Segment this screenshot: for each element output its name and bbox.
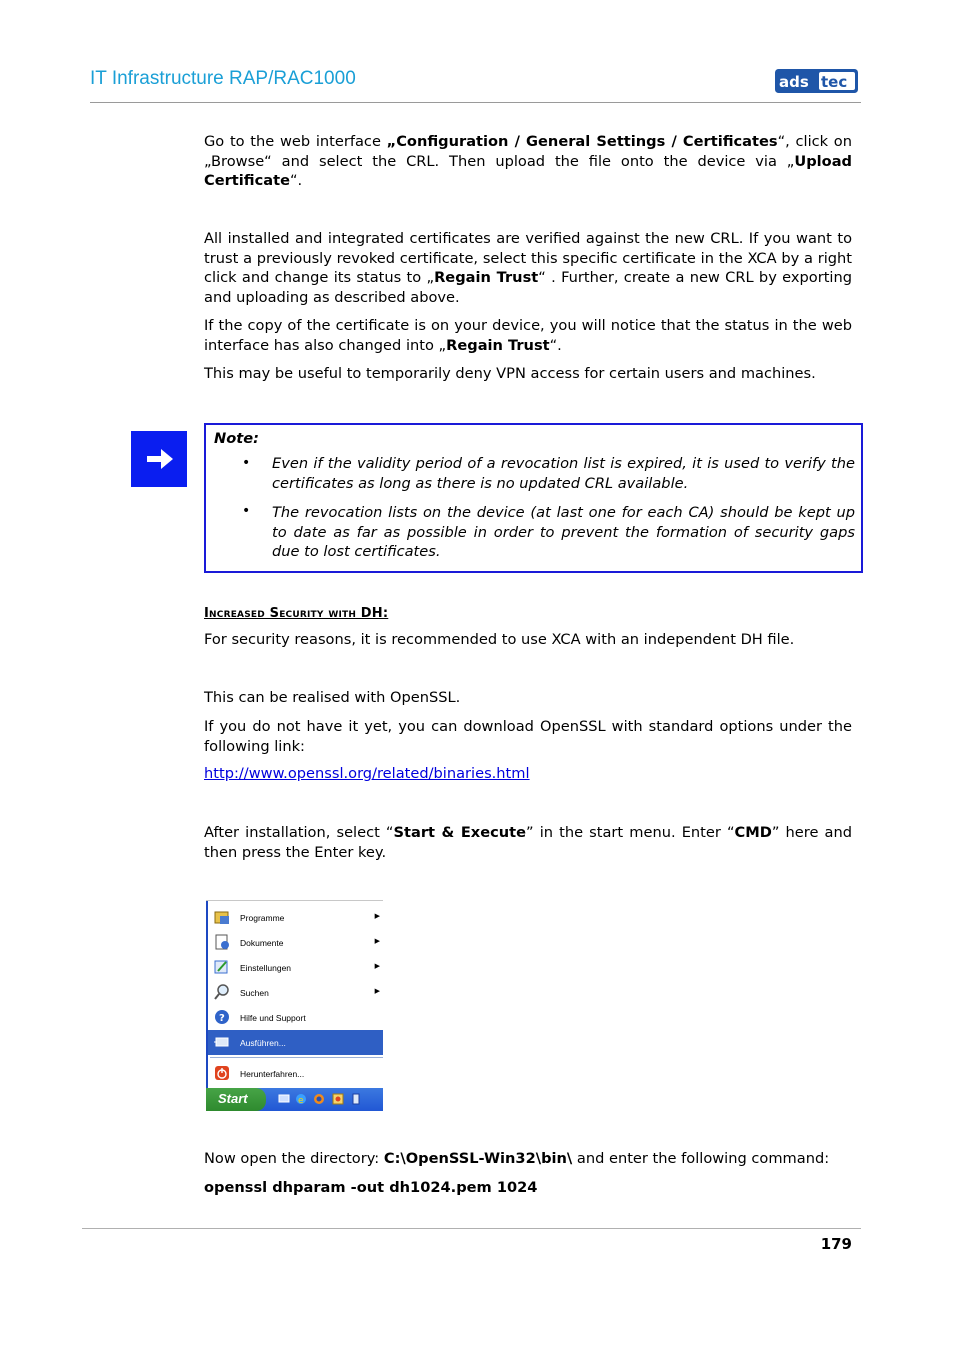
footer-rule bbox=[82, 1228, 861, 1229]
paragraph-open-directory: Now open the directory: C:\OpenSSL-Win32\bin\ and enter the following command: bbox=[204, 1150, 830, 1167]
bullet: • bbox=[242, 455, 251, 471]
firefox-icon[interactable] bbox=[313, 1093, 325, 1105]
menu-item-einstellungen[interactable]: Einstellungen ▶ bbox=[208, 955, 383, 980]
menu-item-programme[interactable]: Programme ▶ bbox=[208, 905, 383, 930]
ads-tec-logo bbox=[775, 69, 858, 93]
svg-text:ads: ads bbox=[779, 73, 809, 91]
paragraph-crl-verification: All installed and integrated certificates are verified against the new CRL. If you want to trust a previously revoked certificate, select this specific certificate in the XCA by a right click and change its status to „Regain Trust“ . Further, create a new CRL by exporting and uploading as described above. bbox=[204, 230, 852, 306]
paragraph-security-reasons: For security reasons, it is recommended to use XCA with an independent DH file. bbox=[204, 631, 795, 648]
bullet: • bbox=[242, 503, 251, 519]
note-item: Even if the validity period of a revocation list is expired, it is used to verify the certificates as long as there is no updated CRL available. bbox=[272, 455, 855, 492]
note-box bbox=[204, 423, 863, 573]
settings-icon bbox=[213, 958, 231, 976]
app-icon[interactable] bbox=[332, 1093, 344, 1105]
page-number: 179 bbox=[820, 1235, 852, 1253]
paragraph-openssl: This can be realised with OpenSSL. bbox=[204, 689, 461, 706]
section-heading: Increased Security with DH: bbox=[204, 606, 389, 621]
menu-item-suchen[interactable]: Suchen ▶ bbox=[208, 980, 383, 1005]
note-item: The revocation lists on the device (at last one for each CA) should be kept up to date as far as possible in order to prevent the formation of security gaps due to lost certificates. bbox=[272, 504, 855, 560]
taskbar bbox=[206, 1088, 383, 1111]
start-menu-screenshot bbox=[206, 900, 383, 1111]
paragraph-upload-crl: Go to the web interface „Configuration / General Settings / Certificates“, click on „Browse“ and select the CRL. Then upload the file onto the device via „Upload Certificate“. bbox=[204, 133, 852, 189]
programs-icon bbox=[213, 908, 231, 926]
run-icon bbox=[213, 1033, 231, 1051]
tray-icon[interactable] bbox=[350, 1093, 362, 1105]
chevron-right-icon: ▶ bbox=[374, 988, 380, 995]
chevron-right-icon: ▶ bbox=[374, 913, 380, 920]
chevron-right-icon: ▶ bbox=[374, 938, 380, 945]
command-text: openssl dhparam -out dh1024.pem 1024 bbox=[204, 1179, 538, 1196]
search-icon bbox=[213, 983, 231, 1001]
arrow-right-icon bbox=[131, 431, 187, 487]
paragraph-download: If you do not have it yet, you can download OpenSSL with standard options under the following link: bbox=[204, 718, 852, 755]
svg-text:e: e bbox=[298, 1096, 304, 1105]
paragraph-deny-vpn: This may be useful to temporarily deny VPN access for certain users and machines. bbox=[204, 365, 816, 382]
svg-text:?: ? bbox=[219, 1013, 225, 1024]
header-rule bbox=[90, 102, 861, 103]
paragraph-status-change: If the copy of the certificate is on your device, you will notice that the status in the web interface has also changed into „Regain Trust“. bbox=[204, 317, 852, 354]
start-button[interactable]: Start bbox=[206, 1088, 266, 1111]
svg-text:tec: tec bbox=[821, 73, 848, 91]
document-title: IT Infrastructure RAP/RAC1000 bbox=[90, 68, 356, 89]
menu-item-dokumente[interactable]: Dokumente ▶ bbox=[208, 930, 383, 955]
internet-explorer-icon[interactable] bbox=[295, 1093, 307, 1105]
note-title: Note: bbox=[214, 430, 259, 447]
menu-item-hilfe[interactable]: ? Hilfe und Support bbox=[208, 1005, 383, 1030]
desktop-icon[interactable] bbox=[278, 1093, 290, 1105]
documents-icon bbox=[213, 933, 231, 951]
paragraph-start-execute: After installation, select “Start & Execute” in the start menu. Enter “CMD” here and then press the Enter key. bbox=[204, 824, 853, 861]
power-icon bbox=[213, 1064, 231, 1082]
chevron-right-icon: ▶ bbox=[374, 963, 380, 970]
help-icon bbox=[213, 1008, 231, 1026]
openssl-link[interactable]: http://www.openssl.org/related/binaries.html bbox=[204, 765, 530, 782]
menu-separator bbox=[210, 1057, 383, 1058]
menu-item-ausfuehren[interactable]: Ausführen... bbox=[208, 1030, 383, 1055]
menu-item-herunterfahren[interactable]: Herunterfahren... bbox=[208, 1061, 383, 1086]
